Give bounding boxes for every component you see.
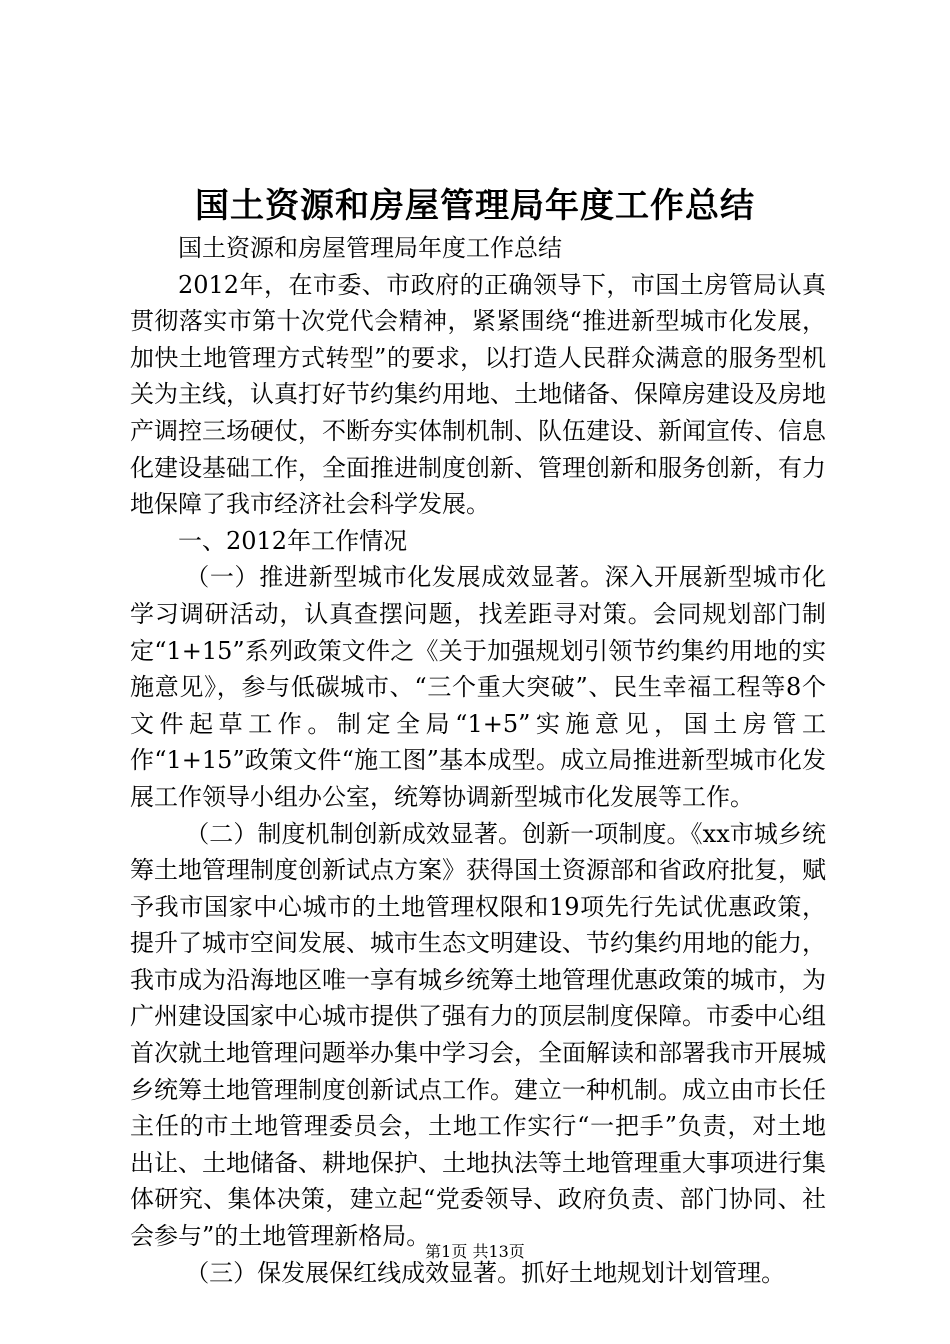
subtitle-paragraph: 国土资源和房屋管理局年度工作总结 <box>178 234 562 262</box>
document-body <box>130 230 826 1291</box>
intro-paragraph: 2012年，在市委、市政府的正确领导下，市国土房管局认真贯彻落实市第十次党代会精神，紧紧围绕“推进新型城市化发展，加快土地管理方式转型”的要求，以打造人民群众满意的服务型机关为主线，认真打好节约集约用地、土地储备、保障房建设及房地产调控三场硬仗，不断夯实体制机制、队伍建设、新闻宣传、信息化建设基础工作，全面推进制度创新、管理创新和服务创新，有力地保障了我市经济社会科学发展。 <box>130 270 826 519</box>
section-2-paragraph: （二）制度机制创新成效显著。创新一项制度。《xx市城乡统筹土地管理制度创新试点方案》获得国土资源部和省政府批复，赋予我市国家中心城市的土地管理权限和19项先行先试优惠政策，提升了城市空间发展、城市生态文明建设、节约集约用地的能力，我市成为沿海地区唯一享有城乡统筹土地管理优惠政策的城市，为广州建设国家中心城市提供了强有力的顶层制度保障。市委中心组首次就土地管理问题举办集中学习会，全面解读和部署我市开展城乡统筹土地管理制度创新试点工作。建立一种机制。成立由市长任主任的市土地管理委员会，土地工作实行“一把手”负责，对土地出让、土地储备、耕地保护、土地执法等土地管理重大事项进行集体研究、集体决策，建立起“党委领导、政府负责、部门协同、社会参与”的土地管理新格局。 <box>130 819 826 1251</box>
document-title: 国土资源和房屋管理局年度工作总结 <box>195 186 755 226</box>
section-heading: 一、2012年工作情况 <box>178 526 408 555</box>
section-1-paragraph: （一）推进新型城市化发展成效显著。深入开展新型城市化学习调研活动，认真查摆问题，找差距寻对策。会同规划部门制定“1+15”系列政策文件之《关于加强规划引领节约集约用地的实施意见》，参与低碳城市、“三个重大突破”、民生幸福工程等8个文件起草工作。制定全局“1+5”实施意见，国土房管工作“1+15”政策文件“施工图”基本成型。成立局推进新型城市化发展工作领导小组办公室，统筹协调新型城市化发展等工作。 <box>130 563 826 811</box>
section-3-paragraph: （三）保发展保红线成效显著。抓好土地规划计划管理。 <box>185 1258 786 1287</box>
page-footer: 第1页 共13页 <box>425 1242 525 1261</box>
